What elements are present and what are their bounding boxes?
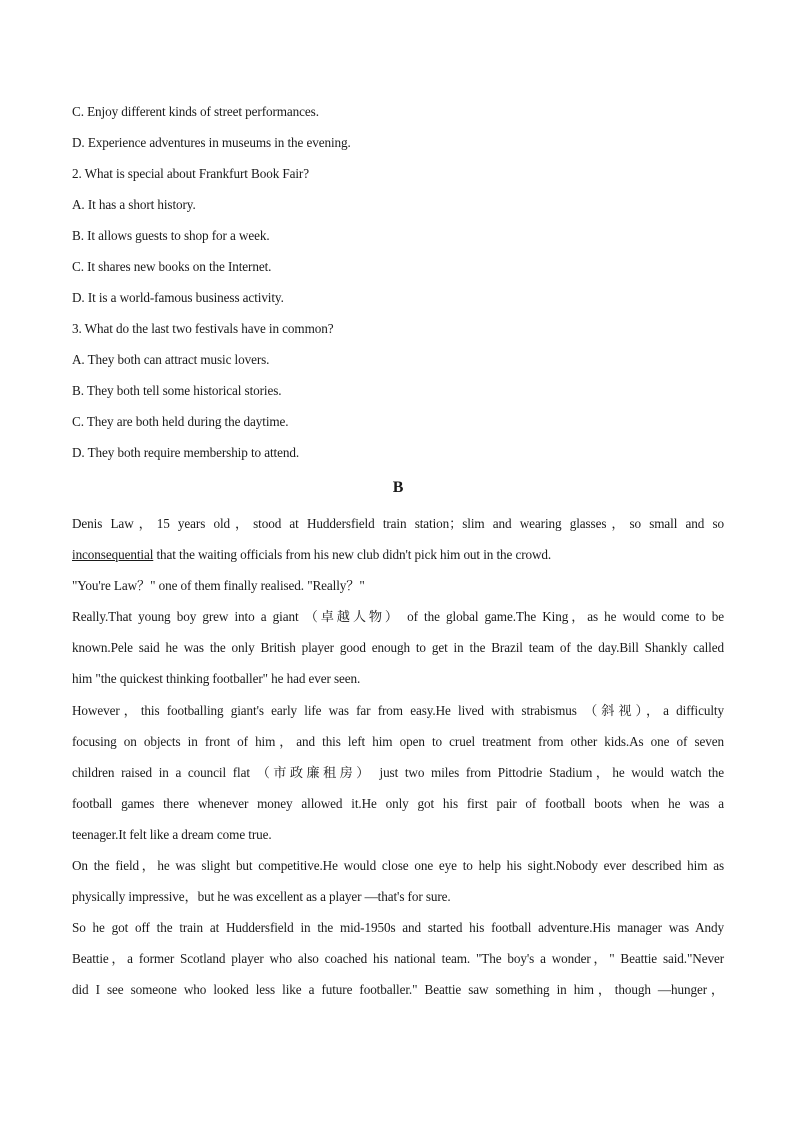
passage-line: did I see someone who looked less like a future footballer." Beattie saw something in him，though —hunger，	[72, 982, 724, 998]
option-c-q1: C. Enjoy different kinds of street performances.	[72, 104, 319, 119]
passage-line	[72, 539, 724, 570]
option-d-q3: D. They both require membership to attend.	[72, 445, 300, 460]
passage-line: physically impressive，but he was excellent as a player —that's for sure.	[72, 889, 451, 905]
passage-line: teenager.It felt like a dream come true.	[72, 826, 272, 842]
passage-line: On the field，he was slight but competitive.He would close one eye to help his sight.Nobody ever described him as	[72, 858, 724, 874]
passage-line: known.Pele said he was the only British player good enough to get in the Brazil team of the day.Bill Shankly called	[72, 640, 724, 656]
option-b-q2: B. It allows guests to shop for a week.	[72, 228, 270, 243]
passage-line: Denis Law，15 years old，stood at Huddersfield train station；slim and wearing glasses，so small and so	[72, 516, 724, 531]
passage-line: football games there whenever money allowed it.He only got his first pair of football boots when he was a	[72, 795, 724, 811]
passage-line: children raised in a council flat （市政廉租房） just two miles from Pittodrie Stadium，he would watch the	[72, 764, 724, 780]
passage-text: that the waiting officials from his new club didn't pick him out in the crowd.	[153, 547, 552, 563]
option-a-q3: A. They both can attract music lovers.	[72, 352, 270, 367]
passage-line: focusing on objects in front of him，and this left him open to cruel treatment from other kids.As one of seven	[72, 733, 724, 749]
underlined-word: inconsequential	[72, 547, 154, 563]
option-d-q1: D. Experience adventures in museums in the evening.	[72, 135, 351, 150]
document-page	[72, 96, 724, 1006]
section-heading: B	[392, 479, 404, 496]
passage-line: him "the quickest thinking footballer" he had ever seen.	[72, 671, 361, 687]
option-a-q2: A. It has a short history.	[72, 197, 196, 212]
passage-line: Really.That young boy grew into a giant （卓越人物） of the global game.The King，as he would come to be	[72, 609, 724, 625]
question-2: 2. What is special about Frankfurt Book Fair?	[72, 166, 309, 181]
question-3: 3. What do the last two festivals have in common?	[72, 321, 334, 336]
option-b-q3: B. They both tell some historical stories.	[72, 383, 282, 398]
passage-line: Beattie，a former Scotland player who also coached his national team. "The boy's a wonder，" Beattie said."Never	[72, 951, 724, 967]
option-c-q2: C. It shares new books on the Internet.	[72, 259, 272, 274]
passage-line: However，this footballing giant's early life was far from easy.He lived with strabismus （斜视），a difficulty	[72, 702, 724, 718]
passage-line: So he got off the train at Huddersfield in the mid-1950s and started his football adventure.His manager was Andy	[72, 920, 724, 936]
option-c-q3: C. They are both held during the daytime.	[72, 414, 289, 429]
passage-line: "You're Law？" one of them finally realised. "Really？"	[72, 578, 365, 594]
option-d-q2: D. It is a world-famous business activity.	[72, 290, 284, 305]
